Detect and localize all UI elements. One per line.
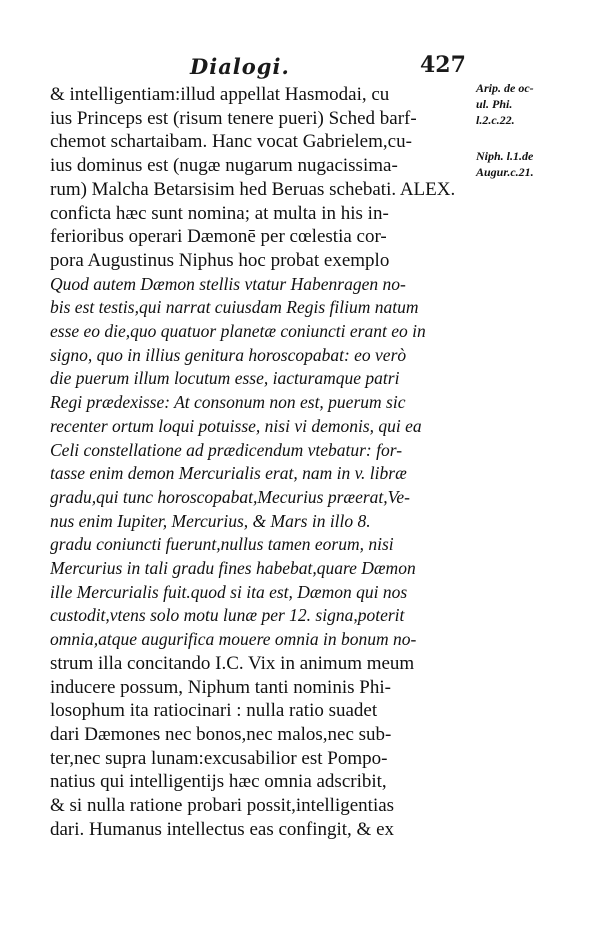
text-line: & intelligentiam:illud appellat Hasmodai, cu xyxy=(50,84,390,105)
text-line: natius qui intelligentijs hæc omnia adscribit, xyxy=(50,771,387,793)
text-line: recenter ortum loqui potuisse, nisi vi demonis, qui ea xyxy=(50,415,422,436)
margin-note-line: Arip. de oc- xyxy=(476,81,534,95)
text-line: dari Dæmones nec bonos,nec malos,nec sub- xyxy=(50,723,392,745)
text-line: strum illa concitando I.C. Vix in animum meum xyxy=(50,652,415,674)
text-line: gradu coniuncti fuerunt,nullus tamen eorum, nisi xyxy=(50,534,394,555)
text-line: Mercurius in tali gradu fines habebat,quare Dæmon xyxy=(50,558,416,579)
running-title: Dialogi. xyxy=(190,54,290,79)
page-header xyxy=(0,50,470,84)
text-line: pora Augustinus Niphus hoc probat exemplo xyxy=(50,249,390,271)
text-line: omnia,atque augurifica mouere omnia in bonum no- xyxy=(50,629,417,650)
text-line: ferioribus operari Dæmonē per cœlestia cor- xyxy=(50,226,387,248)
text-line: ius Princeps est (risum tenere pueri) Sched barf- xyxy=(50,107,417,129)
margin-note xyxy=(476,148,588,180)
text-line: Regi prædexisse: At consonum non est, puerum sic xyxy=(50,392,406,413)
text-line: die puerum illum locutum esse, iacturamque patri xyxy=(50,368,400,389)
margin-note-line: Augur.c.21. xyxy=(476,165,534,179)
text-line: signo, quo in illius genitura horoscopabat: eo verò xyxy=(50,344,407,365)
margin-notes xyxy=(476,80,588,200)
page-number: 427 xyxy=(420,52,466,78)
text-line: dari. Humanus intellectus eas confingit, & ex xyxy=(50,818,395,840)
margin-note-line: l.2.c.22. xyxy=(476,113,515,127)
text-line: ille Mercurialis fuit.quod si ita est, Dæmon qui nos xyxy=(50,581,408,602)
text-line: losophum ita ratiocinari : nulla ratio suadet xyxy=(50,700,378,722)
text-line: bis est testis,qui narrat cuiusdam Regis filium natum xyxy=(50,297,419,318)
text-line: nus enim Iupiter, Mercurius, & Mars in illo 8. xyxy=(50,510,371,531)
text-line: Celi constellatione ad prædicendum vtebatur: for- xyxy=(50,439,403,460)
text-line: inducere possum, Niphum tanti nominis Phi- xyxy=(50,676,391,698)
text-line: custodit,vtens solo motu lunæ per 12. signa,poterit xyxy=(50,605,405,626)
margin-note xyxy=(476,80,588,128)
body-text xyxy=(50,83,470,842)
margin-note-line: ul. Phi. xyxy=(476,97,513,111)
text-line: rum) Malcha Betarsisim hed Beruas schebati. ALEX. xyxy=(50,178,456,200)
text-line: conficta hæc sunt nomina; at multa in his in- xyxy=(50,202,389,224)
text-line: esse eo die,quo quatuor planetæ coniuncti erant eo in xyxy=(50,321,426,342)
text-line: ius dominus est (nugæ nugarum nugacissima- xyxy=(50,155,398,177)
text-line: & si nulla ratione probari possit,intelligentias xyxy=(50,795,395,817)
text-line: Quod autem Dæmon stellis vtatur Habenragen no- xyxy=(50,273,406,294)
margin-note-line: Niph. l.1.de xyxy=(476,149,534,163)
text-line: chemot schartaibam. Hanc vocat Gabrielem,cu- xyxy=(50,131,412,153)
text-line: tasse enim demon Mercurialis erat, nam in v. libræ xyxy=(50,463,407,484)
text-line: gradu,qui tunc horoscopabat,Mecurius præerat,Ve- xyxy=(50,486,411,507)
text-line: ter,nec supra lunam:excusabilior est Pompo- xyxy=(50,747,388,769)
